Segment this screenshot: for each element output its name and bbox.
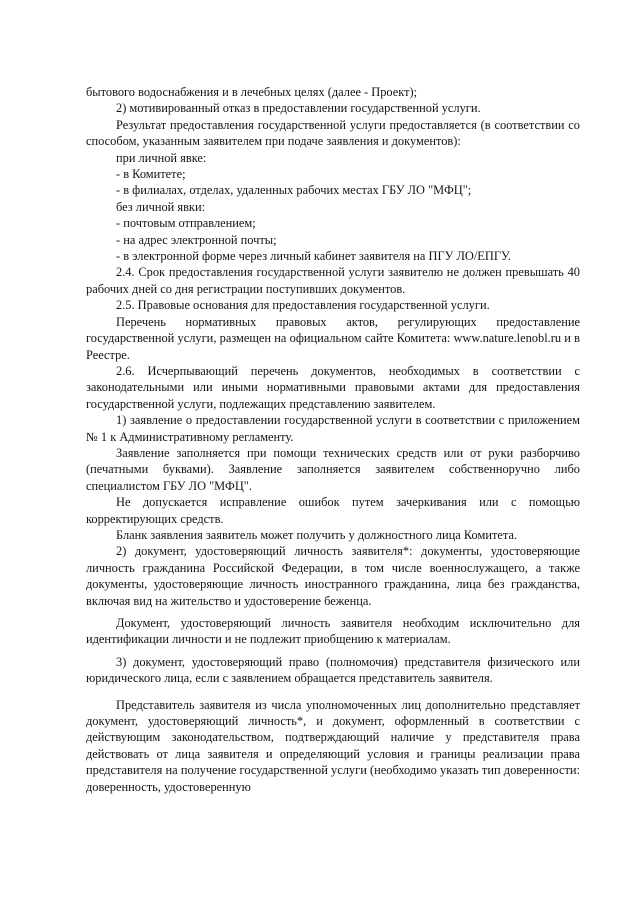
list-item: - почтовым отправлением; [116,216,256,231]
section-2-5: 2.5. Правовые основания для предоставления государственной услуги. [116,298,490,313]
paragraph: Документ, удостоверяющий личность заявителя необходим исключительно для идентификации личности и не подлежит приобщению к материалам. [86,616,580,647]
section-2-4: 2.4. Срок предоставления государственной услуги заявителю не должен превышать 40 рабочих дней со дня регистрации поступивших документов. [86,265,580,296]
section-2-6: 2.6. Исчерпывающий перечень документов, необходимых в соответствии с законодательными или иными нормативными правовыми актами для предоставления государственной услуги, подлежащих представлению заявителем. [86,363,580,411]
paragraph: 2) документ, удостоверяющий личность заявителя*: документы, удостоверяющие личность гражданина Российской Федерации, в том числе военнослужащего, а также документы, удостоверяющие личность иностранного гражданина, лица без гражданства, включая вид на жительство и удостоверение беженца. [86,544,580,608]
paragraph: Не допускается исправление ошибок путем зачеркивания или с помощью корректирующих средств. [86,495,580,526]
paragraph: Представитель заявителя из числа уполномоченных лиц дополнительно представляет документ, удостоверяющий личность*, и документ, оформленный в соответствии с действующим законодательством, подтверждающий наличие у представителя права действовать от лица заявителя и определяющий условия и границы реализации права представителя на получение государственной услуги (необходимо указать тип доверенности: доверенность, удостоверенную [86,697,580,794]
paragraph: Бланк заявления заявитель может получить у должностного лица Комитета. [116,527,518,542]
list-item: без личной явки: [116,199,206,214]
document-body [86,84,580,795]
list-item: - в филиалах, отделах, удаленных рабочих местах ГБУ ЛО "МФЦ"; [116,183,472,198]
list-item: - на адрес электронной почты; [116,232,277,247]
paragraph: бытового водоснабжения и в лечебных целях (далее - Проект); [86,85,418,99]
paragraph: 2) мотивированный отказ в предоставлении государственной услуги. [116,101,481,116]
paragraph: Перечень нормативных правовых актов, регулирующих предоставление государственной услуги, размещен на официальном сайте Комитета: www.nature.lenobl.ru и в Реестре. [86,314,580,362]
list-item: при личной явке: [116,150,207,165]
paragraph: Заявление заполняется при помощи технических средств или от руки разборчиво (печатными буквами). Заявление заполняется заявителем собственноручно либо специалистом ГБУ ЛО "МФЦ". [86,445,580,493]
list-item: - в Комитете; [116,167,186,182]
paragraph: Результат предоставления государственной услуги предоставляется (в соответствии со способом, указанным заявителем при подаче заявления и документов): [86,117,580,149]
list-item: - в электронной форме через личный кабинет заявителя на ПГУ ЛО/ЕПГУ. [116,249,511,264]
paragraph: 1) заявление о предоставлении государственной услуги в соответствии с приложением № 1 к Административному регламенту. [86,413,580,444]
paragraph: 3) документ, удостоверяющий право (полномочия) представителя физического или юридического лица, если с заявлением обращается представитель заявителя. [86,654,580,686]
